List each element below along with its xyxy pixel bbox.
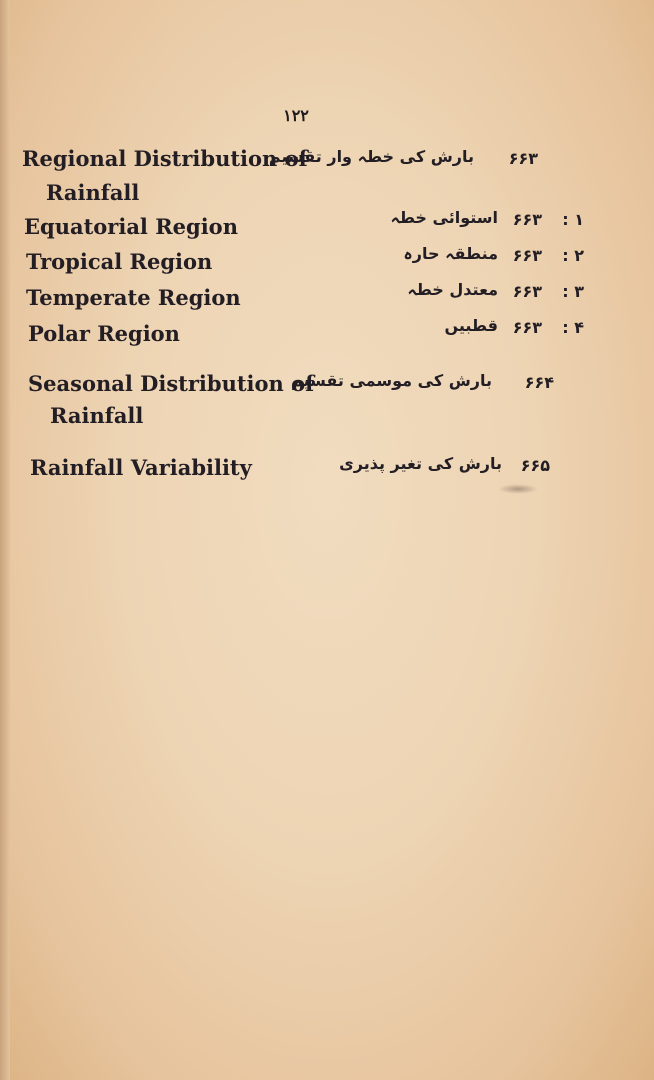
- entry-english-heading: Tropical Region: [26, 249, 213, 274]
- entry-urdu-number: ۶۶۳: [512, 210, 542, 229]
- entry-urdu-heading: بارش کی تغیر پذیری: [339, 454, 502, 473]
- entry-urdu-number: ۶۶۳: [512, 246, 542, 265]
- entry-english-heading: Regional Distribution of: [22, 146, 308, 171]
- entry-urdu-heading: بارش کی خطہ وار تقسیم: [268, 147, 474, 166]
- entry-urdu-number: ۶۶۳: [508, 149, 538, 168]
- entry-urdu-number: ۶۶۵: [520, 456, 550, 475]
- entry-urdu-heading: استوائی خطہ: [390, 208, 498, 227]
- entry-urdu-number: ۶۶۳: [512, 318, 542, 337]
- entry-urdu-index: ۴ :: [562, 318, 584, 337]
- entry-english-heading: Seasonal Distribution of: [28, 371, 315, 396]
- ink-smudge: [498, 484, 538, 494]
- entry-urdu-heading: منطقہ حارہ: [403, 244, 498, 263]
- entry-english-heading: Polar Region: [28, 321, 180, 346]
- entry-english-heading: Temperate Region: [26, 285, 241, 310]
- entry-urdu-number: ۶۶۳: [512, 282, 542, 301]
- entry-urdu-index: ۲ :: [562, 246, 584, 265]
- entry-english-heading: Equatorial Region: [24, 214, 238, 239]
- entry-english-heading-continued: Rainfall: [50, 403, 144, 428]
- entry-urdu-heading: معتدل خطہ: [407, 280, 498, 299]
- entry-urdu-number: ۶۶۴: [524, 373, 554, 392]
- entry-english-heading: Rainfall Variability: [30, 455, 252, 480]
- entry-urdu-heading: بارش کی موسمی تقسیم: [291, 371, 492, 390]
- page-spine-edge: [0, 0, 10, 1080]
- entry-urdu-heading: قطبیں: [444, 316, 498, 335]
- entry-english-heading-continued: Rainfall: [46, 180, 140, 205]
- page-number: ۱۲۲: [283, 106, 309, 125]
- entry-urdu-index: ۱ :: [562, 210, 584, 229]
- entry-urdu-index: ۳ :: [562, 282, 584, 301]
